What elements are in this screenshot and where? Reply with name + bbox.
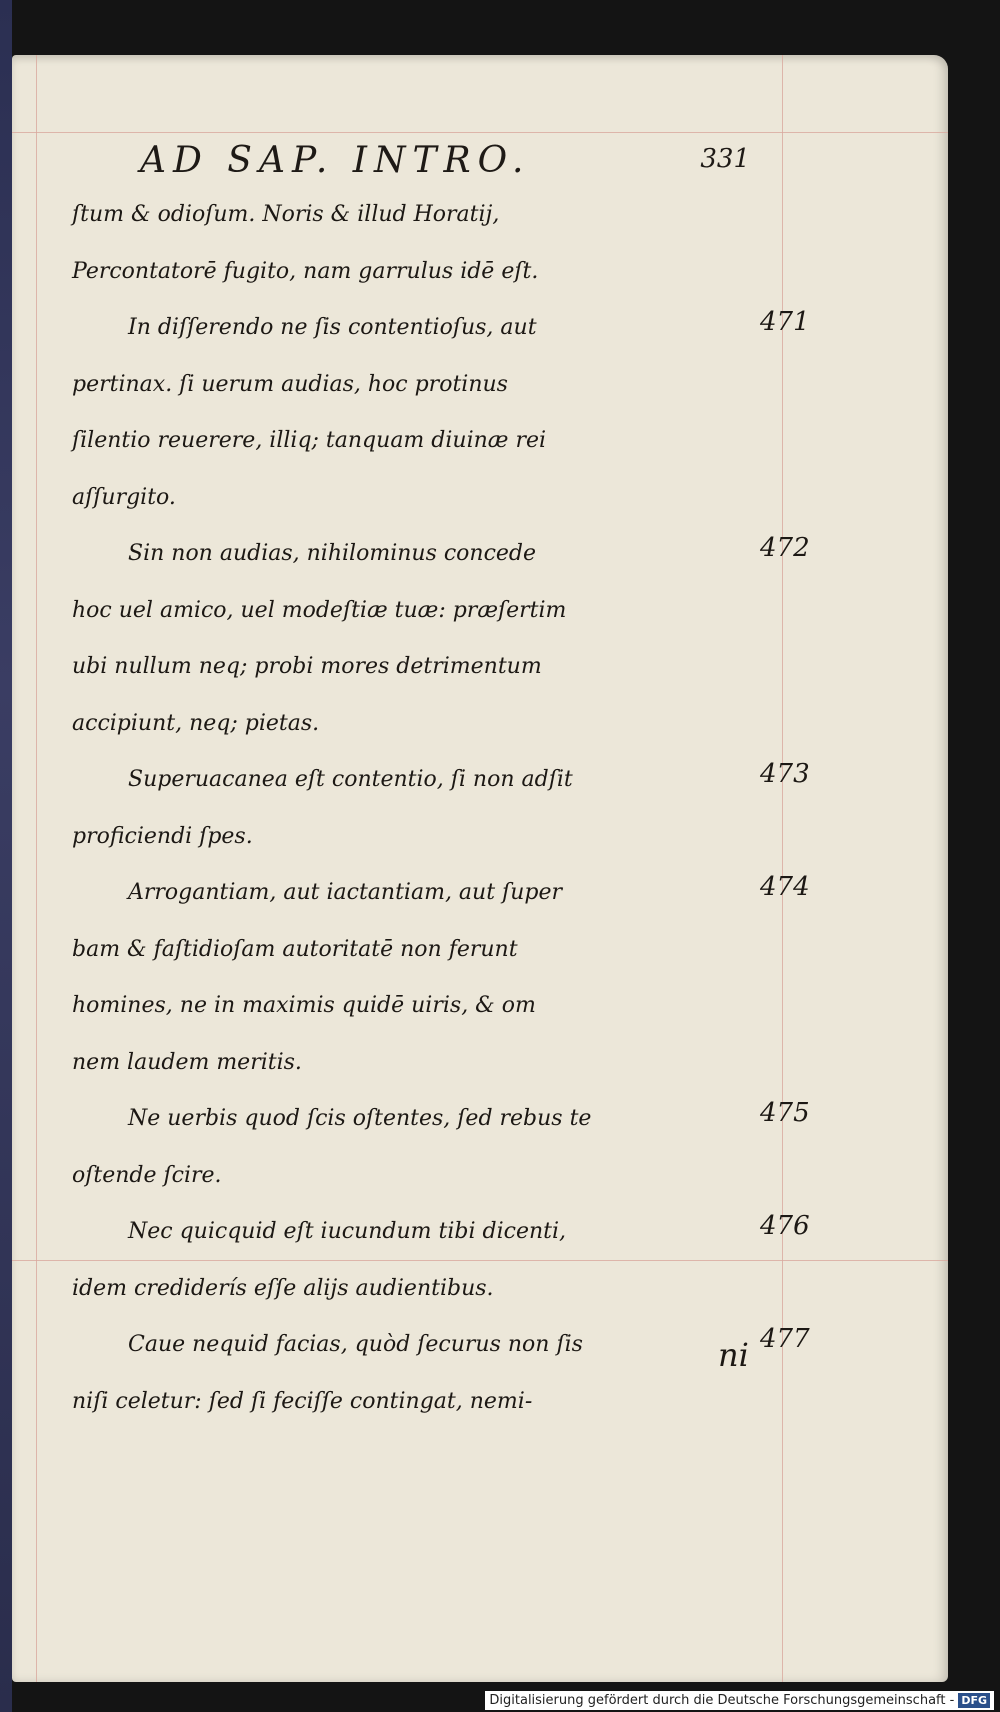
text-line xyxy=(72,1204,810,1261)
line-text: idem crediderís eſſe alijs audientibus. xyxy=(72,1275,494,1301)
line-text: ſilentio reuerere, illiq; tanquam diuinæ rei xyxy=(72,428,547,453)
text-line xyxy=(72,470,792,527)
line-text: nem laudem meritis. xyxy=(72,1049,302,1075)
line-text: Caue nequid facias, quòd ſecurus non ſis xyxy=(128,1332,583,1357)
line-text: accipiunt, neq; pietas. xyxy=(72,710,320,736)
text-line xyxy=(72,1374,792,1431)
book-binding xyxy=(0,0,12,1712)
text-line xyxy=(72,583,792,640)
line-text: Sin non audias, nihilominus concede xyxy=(128,541,537,566)
line-text: Nec quicquid eſt iucundum tibi dicenti, xyxy=(128,1219,567,1244)
line-text: pertinax. ſi uerum audias, hoc protinus xyxy=(72,371,508,397)
line-text: Percontatorē fugito, nam garrulus idē eſt. xyxy=(72,258,539,284)
line-text: ubi nullum neq; probi mores detrimentum xyxy=(72,654,542,679)
line-text: In diſſerendo ne ſis contentioſus, aut xyxy=(128,315,537,340)
marginal-number: 473 xyxy=(760,759,810,789)
line-text: Ne uerbis quod ſcis oſtentes, ſed rebus te xyxy=(128,1106,592,1131)
text-line xyxy=(72,300,810,357)
running-title: AD SAP. INTRO. xyxy=(140,140,531,181)
line-text: Arrogantiam, aut iactantiam, aut ſuper xyxy=(128,880,562,905)
body-text xyxy=(72,187,810,1430)
page-number: 331 xyxy=(700,144,750,174)
text-line xyxy=(72,809,792,866)
text-line xyxy=(72,922,792,979)
line-text: proficiendi ſpes. xyxy=(72,823,253,849)
text-line xyxy=(72,865,810,922)
catchword: ni xyxy=(718,1336,749,1374)
text-line xyxy=(72,413,792,470)
dfg-logo: DFG xyxy=(958,1693,990,1708)
text-line xyxy=(72,978,792,1035)
line-text: oſtende ſcire. xyxy=(72,1162,222,1188)
text-line xyxy=(72,526,810,583)
marginal-number: 475 xyxy=(760,1098,810,1128)
text-line xyxy=(72,1091,810,1148)
line-text: bam & faſtidioſam autoritatē non ferunt xyxy=(72,936,518,962)
text-line xyxy=(72,696,792,753)
marginal-number: 477 xyxy=(760,1324,810,1354)
credit-text: Digitalisierung gefördert durch die Deutsche Forschungsgemeinschaft - xyxy=(489,1693,955,1708)
marginal-number: 471 xyxy=(760,307,810,337)
text-line xyxy=(72,752,810,809)
line-text: hoc uel amico, uel modeſtiæ tuæ: præſertim xyxy=(72,597,567,623)
line-text: homines, ne in maximis quidē uiris, & om xyxy=(72,993,536,1018)
digitization-credit xyxy=(485,1691,994,1710)
line-text: Superuacanea eſt contentio, ſi non adſit xyxy=(128,767,573,792)
ruling-line xyxy=(12,132,948,133)
text-line xyxy=(72,1261,792,1318)
text-line xyxy=(72,1035,792,1092)
text-line xyxy=(72,244,792,301)
marginal-number: 472 xyxy=(760,533,810,563)
ruling-line xyxy=(36,55,37,1682)
line-text: ſtum & odioſum. Noris & illud Horatij, xyxy=(72,202,500,227)
text-line xyxy=(72,1317,810,1374)
marginal-number: 476 xyxy=(760,1211,810,1241)
running-header xyxy=(140,140,780,188)
text-line xyxy=(72,187,792,244)
text-line xyxy=(72,357,792,414)
text-line xyxy=(72,1148,792,1205)
marginal-number: 474 xyxy=(760,872,810,902)
line-text: aſſurgito. xyxy=(72,484,176,510)
text-line xyxy=(72,639,792,696)
line-text: niſi celetur: ſed ſi feciſſe contingat, nemi- xyxy=(72,1388,533,1414)
